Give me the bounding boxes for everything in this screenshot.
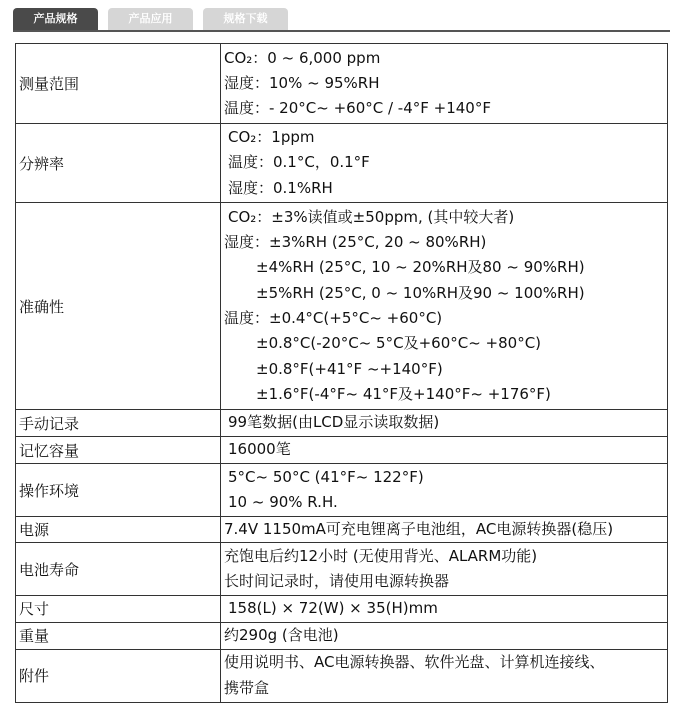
row-label: 电源 bbox=[16, 517, 221, 543]
value-line: 长时间记录时，请使用电源转换器 bbox=[224, 572, 450, 591]
table-row bbox=[16, 203, 668, 410]
row-value bbox=[221, 464, 668, 517]
tab-spec-download[interactable]: 规格下载 bbox=[203, 8, 288, 30]
value-line: ±4%RH (25°C, 10 ~ 20%RH及80 ~ 90%RH) bbox=[256, 258, 585, 277]
value-line: ±0.8°C(-20°C~ 5°C及+60°C~ +80°C) bbox=[256, 334, 542, 353]
value-line: 温度：0.1°C，0.1°F bbox=[228, 153, 370, 172]
row-value bbox=[221, 437, 668, 464]
tab-divider bbox=[13, 30, 670, 32]
value-line: ±1.6°F(-4°F~ 41°F及+140°F~ +176°F) bbox=[256, 384, 551, 403]
table-row bbox=[16, 622, 668, 649]
row-label: 测量范围 bbox=[16, 44, 221, 124]
row-value bbox=[221, 44, 668, 124]
row-label: 电池寿命 bbox=[16, 543, 221, 596]
row-value bbox=[221, 203, 668, 410]
value-line: 16000笔 bbox=[228, 440, 291, 459]
tab-product-specs[interactable]: 产品规格 bbox=[13, 8, 98, 30]
value-line: CO₂：1ppm bbox=[228, 128, 315, 147]
value-line: 使用说明书、AC电源转换器、软件光盘、计算机连接线、 bbox=[224, 653, 605, 672]
tab-product-applications[interactable]: 产品应用 bbox=[108, 8, 193, 30]
value-line: ±0.8°F(+41°F ~+140°F) bbox=[256, 359, 443, 378]
row-label: 准确性 bbox=[16, 203, 221, 410]
value-line: CO₂：±3%读值或±50ppm, (其中较大者) bbox=[228, 207, 515, 226]
value-line: 充饱电后约12小时 (无使用背光、ALARM功能) bbox=[224, 547, 538, 565]
table-row bbox=[16, 437, 668, 464]
table-row bbox=[16, 410, 668, 437]
row-value bbox=[221, 517, 668, 543]
row-value bbox=[221, 622, 668, 649]
row-value bbox=[221, 124, 668, 203]
row-label: 分辨率 bbox=[16, 124, 221, 203]
value-line: 5°C~ 50°C (41°F~ 122°F) bbox=[228, 467, 424, 486]
row-value bbox=[221, 543, 668, 596]
value-line: 158(L) × 72(W) × 35(H)mm bbox=[228, 599, 438, 618]
value-line: 99笔数据(由LCD显示读取数据) bbox=[228, 413, 440, 432]
table-row bbox=[16, 44, 668, 124]
spec-table bbox=[15, 43, 668, 703]
value-line: 10 ~ 90% R.H. bbox=[228, 493, 338, 511]
row-value bbox=[221, 410, 668, 437]
row-label: 记忆容量 bbox=[16, 437, 221, 464]
table-row bbox=[16, 596, 668, 622]
value-line: 携带盒 bbox=[224, 678, 270, 697]
value-line: 温度：±0.4°C(+5°C~ +60°C) bbox=[224, 309, 443, 327]
table-row bbox=[16, 649, 668, 702]
table-row bbox=[16, 124, 668, 203]
value-line: 温度：- 20°C~ +60°C / -4°F +140°F bbox=[224, 99, 491, 118]
row-label: 手动记录 bbox=[16, 410, 221, 437]
value-line: 湿度：±3%RH (25°C, 20 ~ 80%RH) bbox=[224, 233, 487, 252]
value-line: 约290g (含电池) bbox=[224, 625, 339, 644]
row-label: 重量 bbox=[16, 622, 221, 649]
table-row bbox=[16, 543, 668, 596]
row-label: 尺寸 bbox=[16, 596, 221, 622]
row-label: 操作环境 bbox=[16, 464, 221, 517]
value-line: 湿度：10% ~ 95%RH bbox=[224, 73, 380, 92]
table-row bbox=[16, 517, 668, 543]
row-value bbox=[221, 596, 668, 622]
value-line: 湿度：0.1%RH bbox=[228, 178, 333, 197]
table-row bbox=[16, 464, 668, 517]
value-line: CO₂：0 ~ 6,000 ppm bbox=[224, 48, 381, 67]
value-line: 7.4V 1150mA可充电锂离子电池组，AC电源转换器(稳压) bbox=[224, 520, 614, 538]
row-label: 附件 bbox=[16, 649, 221, 702]
row-value bbox=[221, 649, 668, 702]
value-line: ±5%RH (25°C, 0 ~ 10%RH及90 ~ 100%RH) bbox=[256, 283, 585, 302]
